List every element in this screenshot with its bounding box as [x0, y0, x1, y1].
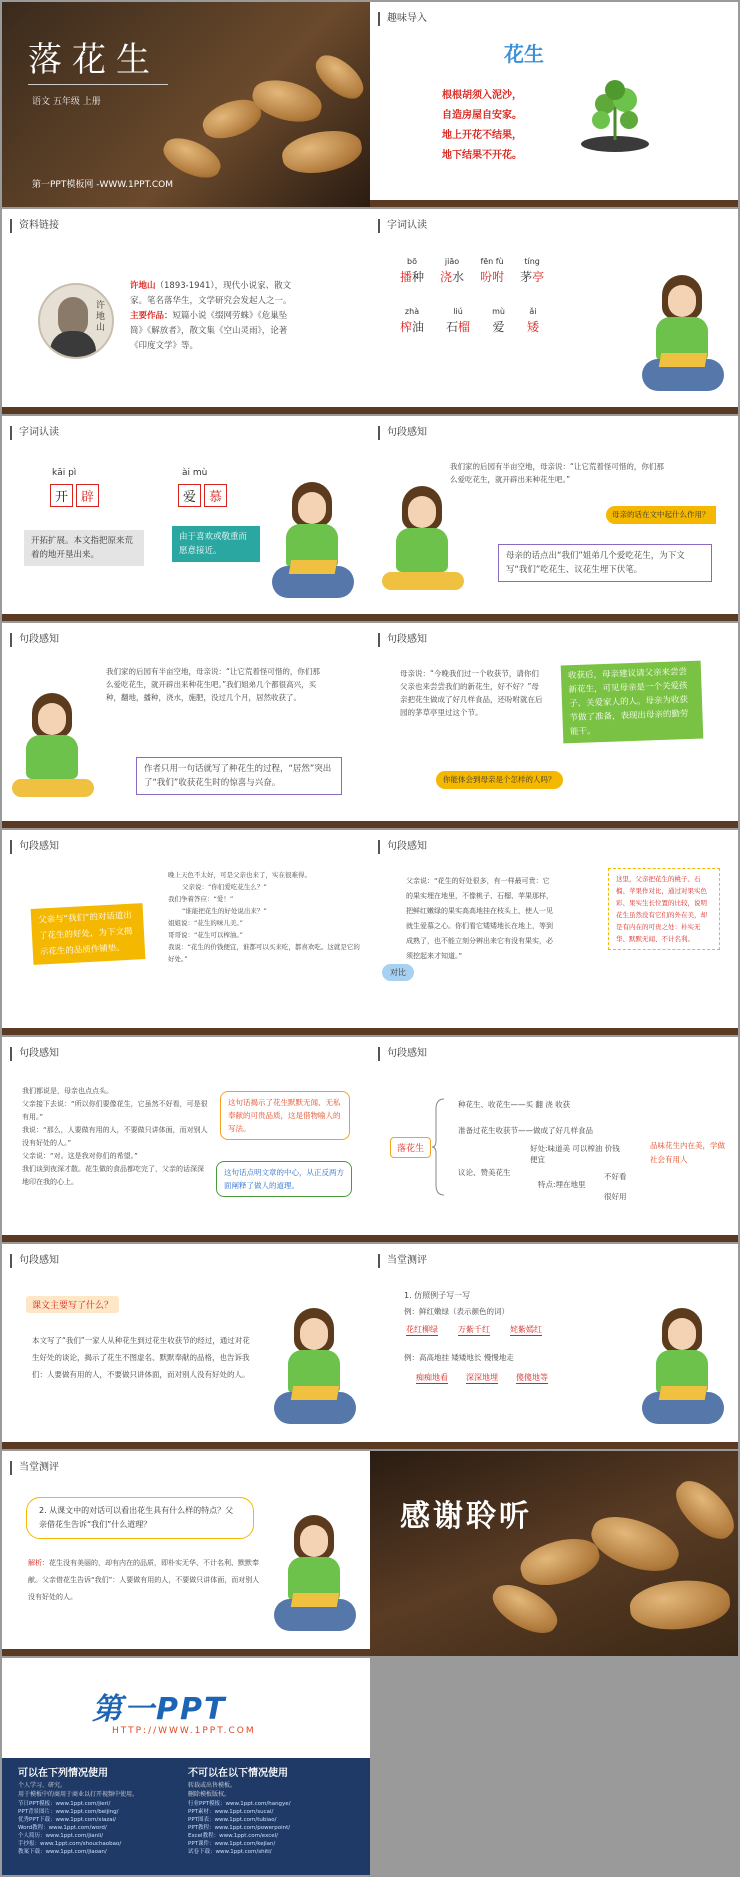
- slide-bar: [2, 821, 370, 828]
- dialog-line: “谁能把花生的好处说出来？”: [182, 907, 267, 915]
- word-row: [400, 257, 544, 285]
- slide-tag: 句段感知: [378, 840, 427, 854]
- thanks-title: 感谢聆听: [400, 1499, 532, 1534]
- link-list: [18, 1800, 186, 1856]
- slide-quiz-1[interactable]: [370, 1244, 738, 1449]
- word-row: [400, 307, 539, 335]
- note-card: 父亲与“我们”的对话道出了花生的好处，为下文揭示花生的品质作铺垫。: [31, 903, 146, 965]
- author-portrait: [38, 283, 114, 359]
- quiz-example: 例：鲜红嫩绿（表示颜色的词）: [404, 1307, 509, 1316]
- quote-line: 父亲接下去说：“所以你们要像花生，它虽然不好看，可是很有用。”: [22, 1100, 208, 1121]
- char: 水: [452, 270, 465, 284]
- answers: [406, 1324, 542, 1336]
- answer-box: 作者只用一句话就写了种花生的过程，“居然”突出了“我们”收获花生时的惊喜与兴奋。: [136, 757, 342, 795]
- quiz-title: 1. 仿照例子写一写: [404, 1291, 471, 1300]
- logo: 第一PPT: [92, 1692, 227, 1727]
- link[interactable]: 试卷下载：www.1ppt.com/shiti/: [188, 1849, 272, 1855]
- definition-card: 开拓扩展。本文指把原来荒着的地开垦出来。: [24, 530, 144, 566]
- slide-bar: [2, 614, 370, 621]
- riddle-line: 自造房屋自安家。: [442, 110, 522, 121]
- slide-bar: [370, 407, 738, 414]
- word: [440, 257, 464, 285]
- dialog-line: 我说：“花生的价钱便宜，谁都可以买来吃，都喜欢吃。这就是它的好处。”: [168, 943, 360, 963]
- char-red: 矮: [526, 320, 539, 334]
- slide-tag: 句段感知: [10, 1047, 59, 1061]
- word: [520, 257, 544, 285]
- slide-para-3[interactable]: [370, 623, 738, 828]
- word: [446, 307, 470, 335]
- dialog-line: 我们争着答应：“爱！”: [168, 895, 234, 903]
- structure-sub: 特点:埋在地里: [538, 1180, 586, 1189]
- slide-author[interactable]: [2, 209, 370, 414]
- pinyin: zhà: [404, 307, 420, 316]
- peanut-image: [667, 1472, 738, 1548]
- char-red: 吩咐: [480, 270, 505, 284]
- slide-bar: [370, 821, 738, 828]
- word: [400, 307, 424, 335]
- slide-para-5[interactable]: [370, 830, 738, 1035]
- char-red: 亭: [532, 270, 545, 284]
- girl-reading-image: [380, 486, 466, 616]
- peanut-image: [585, 1507, 685, 1581]
- quote: 母亲说：“今晚我们过一个收获节，请你们父亲也来尝尝我们的新花生，好不好？”母亲把花生做成了好几样食品，还吩咐就在后园的茅草亭里过这个节。: [400, 669, 543, 717]
- girl-reading-image: [272, 1308, 358, 1438]
- char: 茅: [520, 270, 533, 284]
- cover-title: 落花生: [28, 40, 160, 80]
- cover-meta: 语文 五年级 上册: [32, 97, 101, 107]
- author-name: 许地山: [130, 281, 156, 291]
- girl-reading-image: [270, 482, 356, 612]
- peanut-image: [486, 1576, 565, 1642]
- slide-tag: 当堂测评: [378, 1254, 427, 1268]
- question-box: 2. 从课文中的对话可以看出花生具有什么样的特点？父亲借花生告诉“我们”什么道理？: [26, 1497, 254, 1539]
- structure-item: 种花生、收花生——买 翻 浇 收获: [458, 1100, 571, 1109]
- slide-tag: 字词认读: [10, 426, 59, 440]
- slide-bar: [370, 1442, 738, 1449]
- slide-tag: 资料链接: [10, 219, 59, 233]
- peanut-image: [516, 1531, 604, 1592]
- structure-item: 议论、赞美花生: [458, 1168, 511, 1177]
- question-tag: 课文主要写了什么？: [26, 1296, 119, 1313]
- girl-reading-image: [272, 1515, 358, 1645]
- answer-box: 母亲的话点出“我们”姐弟几个爱吃花生，为下文写“我们”吃花生、议花生埋下伏笔。: [498, 544, 712, 582]
- link[interactable]: 行业PPT模板：www.1ppt.com/hangye/: [188, 1801, 291, 1807]
- pinyin: liú: [453, 307, 463, 316]
- answers: [416, 1372, 548, 1384]
- contrast-label: 对比: [382, 964, 414, 981]
- slide-quiz-2[interactable]: [2, 1451, 370, 1656]
- quote-line: 我说：“那么，人要做有用的人，不要做只讲体面，而对别人没有好处的人。”: [22, 1126, 208, 1147]
- slide-words-1[interactable]: [370, 209, 738, 414]
- slide-tag: 句段感知: [10, 1254, 59, 1268]
- note-card: 这句话揭示了花生默默无闻、无私奉献的可贵品质，这是借物喻人的写法。: [220, 1091, 350, 1140]
- portrait-label: 许地山: [96, 301, 106, 333]
- answer: 花红柳绿: [406, 1325, 438, 1334]
- cover-brand: 第一PPT模板网 -WWW.1PPT.COM: [32, 180, 173, 190]
- link-list: [188, 1800, 364, 1856]
- slide-intro[interactable]: [370, 2, 738, 207]
- moral: 品味花生内在美，学做社会有用人: [650, 1141, 725, 1164]
- heading: 花生: [504, 42, 544, 66]
- slide-bar: [370, 614, 738, 621]
- char-box: 慕: [204, 484, 227, 507]
- quote: 我们家的后园有半亩空地，母亲说：“让它荒着怪可惜的，你们那么爱吃花生，就开辟出来种花生吧。”我们姐弟几个都很高兴，买种，翻地，播种，浇水，施肥，没过几个月，居然收获了。: [106, 667, 320, 702]
- girl-reading-image: [10, 693, 96, 823]
- slide-tag: 句段感知: [378, 1047, 427, 1061]
- definition-card: 由于喜欢或敬重而愿意接近。: [172, 526, 260, 562]
- dialog: [168, 870, 364, 965]
- pinyin: fēn fù: [480, 257, 504, 266]
- slide-structure[interactable]: [370, 1037, 738, 1242]
- pinyin: ài mù: [182, 468, 208, 478]
- riddle-line: 地下结果不开花。: [442, 150, 522, 161]
- info-line: 用于模板中的商用于商业以打开视频中使用。: [18, 1791, 139, 1798]
- slide-para-2[interactable]: [2, 623, 370, 828]
- dialog-line: 父亲说：“你们爱吃花生么？”: [182, 883, 267, 891]
- logo-url: HTTP://WWW.1PPT.COM: [112, 1726, 256, 1736]
- slide-bar: [2, 1235, 370, 1242]
- slide-bar: [2, 1649, 370, 1656]
- structure-sub: 好处:味道美 可以榨油 价钱便宜: [530, 1144, 620, 1164]
- dialog-line: 姐姐说：“花生的味儿美。”: [168, 919, 243, 927]
- slide-tag: 当堂测评: [10, 1461, 59, 1475]
- peanut-image: [248, 74, 325, 129]
- structure-item: 准备过花生收获节——做成了好几样食品: [458, 1126, 593, 1135]
- riddle-line: 根根胡须入泥沙，: [442, 90, 522, 101]
- link[interactable]: PPT图表：www.1ppt.com/tubiao/: [188, 1817, 277, 1823]
- riddle: [442, 86, 522, 166]
- slide-summary[interactable]: [2, 1244, 370, 1449]
- quote-line: 父亲说：“对。这是我对你们的希望。”: [22, 1152, 138, 1160]
- info-title: 不可以在以下情况使用: [188, 1768, 288, 1779]
- char-red: 榴: [458, 320, 471, 334]
- slide-bar: [2, 407, 370, 414]
- char: 油: [412, 320, 425, 334]
- char-box: 爱: [178, 484, 201, 507]
- logo-area: [2, 1658, 370, 1758]
- slide-tag: 句段感知: [378, 426, 427, 440]
- slide-para-6[interactable]: [2, 1037, 370, 1242]
- answer: 傻傻地等: [516, 1373, 548, 1382]
- link[interactable]: Word教程：www.1ppt.com/word/: [18, 1825, 107, 1831]
- bracket-icon: [432, 1097, 446, 1197]
- structure-sub: 不好看: [604, 1172, 627, 1181]
- slide-bar: [370, 1028, 738, 1035]
- note-card: 这里，父亲把花生的桃子、石榴、苹果作对比，通过对果实色彩、果实生长位置的比较，说明花生虽然没有它们的外在美，却是有内在的可贵之处：朴实无华、默默无闻、不计名利。: [608, 868, 720, 950]
- slide-para-1[interactable]: [370, 416, 738, 621]
- note-card: 收获后，母亲建议请父亲来尝尝新花生，可见母亲是一个关爱孩子、关爱家人的人。母亲为收获节做了准备，表现出母亲的勤劳能干。: [561, 661, 704, 744]
- info-line: 个人学习、研究。: [18, 1782, 67, 1789]
- slide-bar: [2, 1442, 370, 1449]
- author-text: [130, 279, 296, 354]
- slide-para-4[interactable]: [2, 830, 370, 1035]
- info-title: 可以在下列情况使用: [18, 1768, 108, 1779]
- slide-words-2[interactable]: [2, 416, 370, 621]
- pinyin: kāi pì: [52, 468, 77, 478]
- question-tag: 你能体会到母亲是个怎样的人吗？: [436, 771, 563, 789]
- link[interactable]: 优秀PPT下载：www.1ppt.com/xiazai/: [18, 1817, 117, 1823]
- word: [492, 307, 505, 335]
- quiz-example: 例：高高地挂 矮矮地长 慢慢地走: [404, 1353, 514, 1362]
- analysis-text: 花生没有美丽的，却有内在的品质，即朴实无华、不计名利、默默奉献。父亲借花生告诉“我们”：人要做有用的人，不要做只讲体面，而对别人没有好处的人。: [28, 1559, 260, 1601]
- link[interactable]: 节日PPT模板：www.1ppt.com/jieri/: [18, 1801, 111, 1807]
- char-red: 浇: [440, 270, 453, 284]
- quote-line: 我们都说是，母亲也点点头。: [22, 1087, 113, 1095]
- link[interactable]: 手抄报：www.1ppt.com/shouchaobao/: [18, 1841, 122, 1847]
- slide-bar: [370, 200, 738, 207]
- answer: 深深地埋: [466, 1373, 498, 1382]
- girl-reading-image: [640, 1308, 726, 1438]
- pinyin: ǎi: [529, 307, 537, 316]
- word-boxes: [50, 484, 99, 507]
- analysis: [28, 1555, 264, 1606]
- char-red: 榨: [400, 320, 413, 334]
- peanut-image: [628, 1577, 732, 1634]
- slide-tag: 句段感知: [10, 633, 59, 647]
- slide-bar: [2, 1028, 370, 1035]
- works-label: 主要作品：: [130, 311, 173, 321]
- riddle-line: 地上开花不结果，: [442, 130, 522, 141]
- link[interactable]: 个人简历：www.1ppt.com/jianli/: [18, 1833, 104, 1839]
- answer: 姹紫嫣红: [510, 1325, 542, 1334]
- slide-bar: [370, 1235, 738, 1242]
- note-card: 这句话点明文章的中心，从正反两方面阐释了做人的道理。: [216, 1161, 352, 1197]
- works-list: 短篇小说《缀网劳蛛》《危巢坠简》《解放者》，散文集《空山灵雨》，论著《印度文学》等。: [130, 311, 288, 351]
- quote-line: 我们谈到夜深才散。花生做的食品都吃完了，父亲的话深深地印在我的心上。: [22, 1165, 204, 1186]
- answer-text: 本文写了“我们”一家人从种花生到过花生收获节的经过，通过对花生好处的谈论，揭示了花生不图虚名、默默奉献的品格，也告诉我们：人要做有用的人，不要做只讲体面，而对别人没有好处的人。: [32, 1336, 250, 1379]
- slide-thanks[interactable]: [370, 1451, 738, 1656]
- word: [480, 257, 504, 285]
- dialog-line: 哥哥说：“花生可以榨油。”: [168, 931, 243, 939]
- peanut-image: [279, 125, 365, 178]
- word: [527, 307, 539, 335]
- slide-cover[interactable]: [2, 2, 370, 207]
- divider: [28, 84, 168, 85]
- word: [400, 257, 424, 285]
- link[interactable]: PPT课件：www.1ppt.com/kejian/: [188, 1841, 276, 1847]
- pinyin: jiāo: [444, 257, 460, 266]
- word-boxes: [178, 484, 227, 507]
- info-line: 删除模板版权。: [188, 1791, 231, 1798]
- author-bio: （1893-1941），现代小说家、散文家。笔名落华生，文学研究会发起人之一。: [130, 281, 292, 306]
- pinyin: bō: [407, 257, 417, 266]
- dialog-line: 晚上天色不太好，可是父亲也来了，实在很难得。: [168, 871, 311, 879]
- question-tag: 母亲的话在文中起什么作用？: [606, 506, 716, 524]
- char-red: 播: [400, 270, 413, 284]
- quote: [22, 1085, 208, 1189]
- slide-tag: 句段感知: [378, 633, 427, 647]
- quote: 父亲说：“花生的好处很多，有一样最可贵：它的果实埋在地里，不像桃子、石榴、苹果那样，把鲜红嫩绿的果实高高地挂在枝头上，使人一见就生爱慕之心。你们看它矮矮地长在地上，等到成熟了，也不能立刻分辨出来它有没有果实，必须挖起来才知道。”: [406, 877, 553, 960]
- link[interactable]: PPT素材：www.1ppt.com/sucai/: [188, 1809, 274, 1815]
- link[interactable]: PPT教程：www.1ppt.com/powerpoint/: [188, 1825, 291, 1831]
- answer: 痴痴地看: [416, 1373, 448, 1382]
- char: 石: [446, 320, 459, 334]
- slide-tag: 字词认读: [378, 219, 427, 233]
- char: 种: [412, 270, 425, 284]
- char-box: 辟: [76, 484, 99, 507]
- slide-tag: 趣味导入: [378, 12, 427, 26]
- char: 爱: [492, 320, 505, 334]
- info-panel: [2, 1758, 370, 1875]
- char-box: 开: [50, 484, 73, 507]
- info-line: 转载或出售模板。: [188, 1782, 237, 1789]
- quote: 我们家的后园有半亩空地，母亲说：“让它荒着怪可惜的，你们那么爱吃花生，就开辟出来种花生吧。”: [450, 462, 664, 484]
- girl-reading-image: [640, 275, 726, 405]
- answer: 万紫千红: [458, 1325, 490, 1334]
- analysis-label: 解析：: [28, 1559, 49, 1567]
- link[interactable]: 教案下载：www.1ppt.com/jiaoan/: [18, 1849, 107, 1855]
- pinyin: mù: [492, 307, 505, 316]
- structure-sub: 很好用: [604, 1192, 627, 1201]
- peanut-plant-icon: [575, 74, 655, 154]
- slide-footer[interactable]: [2, 1658, 370, 1875]
- pinyin: tíng: [524, 257, 540, 266]
- link[interactable]: PPT背景图片：www.1ppt.com/beijing/: [18, 1809, 119, 1815]
- link[interactable]: Excel教程：www.1ppt.com/excel/: [188, 1833, 279, 1839]
- center-node: 落花生: [390, 1137, 431, 1158]
- slide-tag: 句段感知: [10, 840, 59, 854]
